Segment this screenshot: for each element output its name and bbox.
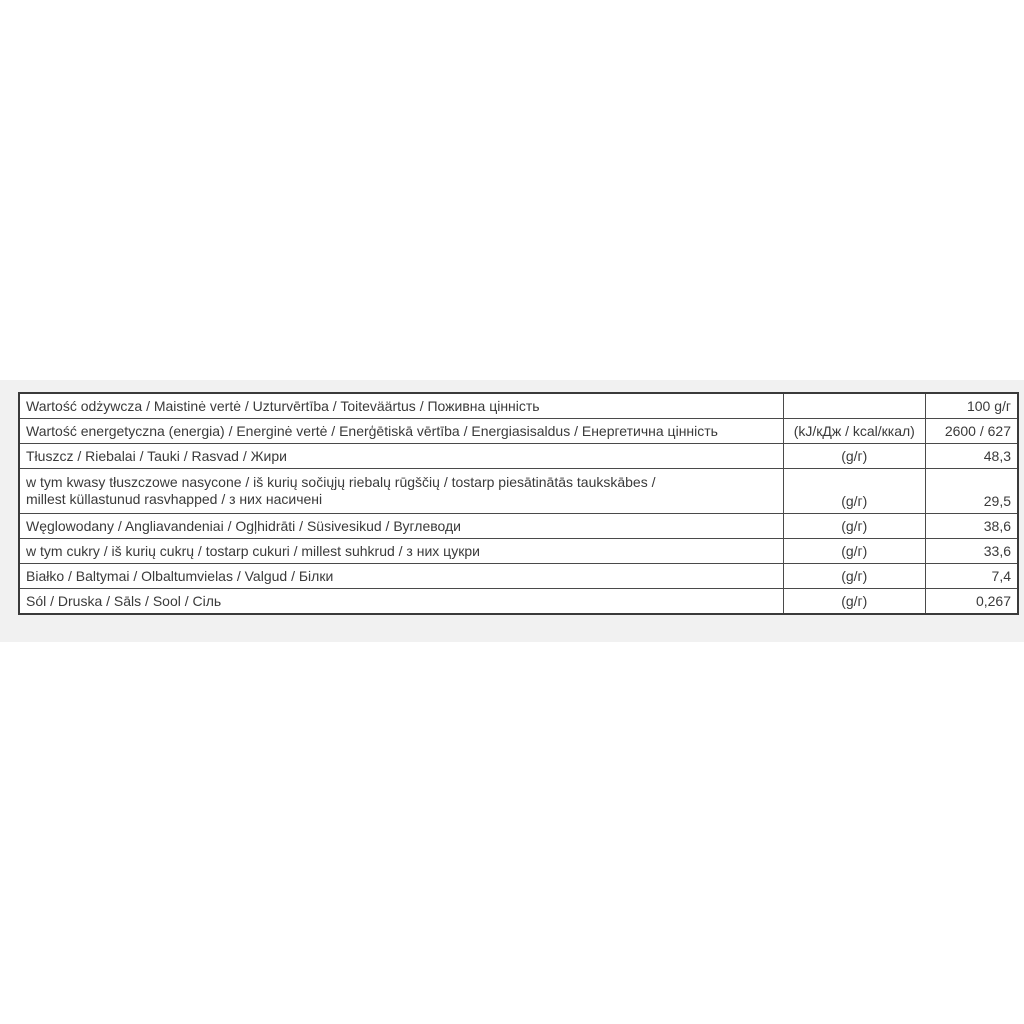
header-value: 100 g/г	[925, 393, 1018, 419]
row-unit: (kJ/кДж / kcal/ккал)	[783, 419, 925, 444]
row-unit: (g/г)	[783, 514, 925, 539]
row-unit: (g/г)	[783, 539, 925, 564]
row-label: Wartość energetyczna (energia) / Energinė vertė / Enerģētiskā vērtība / Energiasisaldus / Енергетична цінність	[19, 419, 783, 444]
table-row-carbohydrates	[19, 514, 1018, 539]
row-label: w tym cukry / iš kurių cukrų / tostarp cukuri / millest suhkrud / з них цукри	[19, 539, 783, 564]
table-row-salt	[19, 589, 1018, 615]
table-header-row	[19, 393, 1018, 419]
row-label-line: w tym kwasy tłuszczowe nasycone / iš kurių sočiųjų riebalų rūgščių / tostarp piesātinātās taukskābes /	[26, 474, 656, 490]
row-label: Sól / Druska / Sāls / Sool / Сіль	[19, 589, 783, 615]
row-value: 33,6	[925, 539, 1018, 564]
row-value: 0,267	[925, 589, 1018, 615]
row-unit: (g/г)	[783, 589, 925, 615]
row-value: 38,6	[925, 514, 1018, 539]
row-value: 48,3	[925, 444, 1018, 469]
row-label: Węglowodany / Angliavandeniai / Ogļhidrāti / Süsivesikud / Вуглеводи	[19, 514, 783, 539]
table-row-sugars	[19, 539, 1018, 564]
row-value: 29,5	[925, 469, 1018, 514]
row-unit: (g/г)	[783, 469, 925, 514]
table-row-energy	[19, 419, 1018, 444]
row-label-line: millest küllastunud rasvhapped / з них насичені	[26, 491, 323, 507]
table-row-protein	[19, 564, 1018, 589]
row-label: Białko / Baltymai / Olbaltumvielas / Valgud / Білки	[19, 564, 783, 589]
row-value: 7,4	[925, 564, 1018, 589]
row-label	[19, 469, 783, 514]
table-row-fat	[19, 444, 1018, 469]
table-row-saturated-fat	[19, 469, 1018, 514]
header-label: Wartość odżywcza / Maistinė vertė / Uzturvērtība / Toiteväärtus / Поживна цінність	[19, 393, 783, 419]
row-label: Tłuszcz / Riebalai / Tauki / Rasvad / Жири	[19, 444, 783, 469]
nutrition-table	[18, 392, 1019, 615]
row-value: 2600 / 627	[925, 419, 1018, 444]
row-unit: (g/г)	[783, 444, 925, 469]
row-unit: (g/г)	[783, 564, 925, 589]
header-unit	[783, 393, 925, 419]
